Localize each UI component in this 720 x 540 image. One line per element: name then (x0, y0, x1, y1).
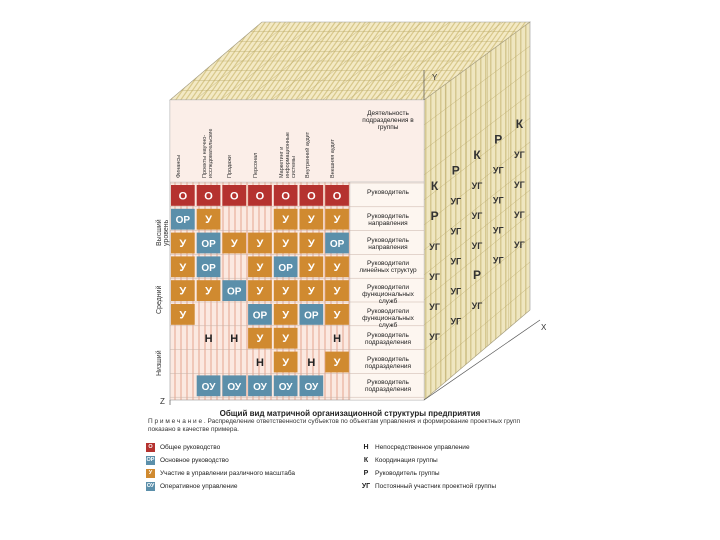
right-face-letter: Р (472, 268, 482, 282)
matrix-cell-symbol: Н (204, 333, 213, 346)
right-face-letter: УГ (471, 211, 483, 221)
matrix-cell-symbol: О (204, 190, 213, 203)
matrix-cell-symbol: ОУ (304, 381, 319, 393)
column-label: Маркетинг и информационные системы (278, 132, 297, 178)
legend-swatch: ОР (146, 457, 155, 463)
matrix-cell-symbol: У (256, 333, 264, 346)
matrix-cell-symbol: Н (333, 333, 342, 346)
column-label: Внутренний аудит (304, 131, 311, 178)
matrix-cell-symbol: ОР (329, 239, 345, 250)
matrix-cell-symbol: У (282, 357, 290, 369)
matrix-cell-symbol: Н (307, 357, 316, 369)
legend-symbol: Н (363, 443, 369, 451)
row-label: Руководитель подразделения (364, 379, 412, 394)
legend-item (360, 442, 470, 452)
column-label: Персонал (253, 152, 260, 178)
matrix-cell-symbol: У (307, 261, 315, 274)
legend-swatch: ОУ (146, 483, 155, 489)
matrix-cell-symbol: У (307, 238, 315, 250)
legend-item (146, 481, 238, 491)
legend-symbol: Р (363, 469, 369, 477)
matrix-cell-symbol: У (256, 261, 264, 274)
matrix-cell-symbol: У (179, 261, 187, 274)
right-face-letter: УГ (514, 209, 525, 220)
legend-text: Координация группы (375, 456, 438, 464)
legend-swatch: О (146, 443, 155, 452)
legend-text: Непосредственное управление (375, 443, 470, 451)
legend-text: Основное руководство (160, 456, 229, 464)
y-axis-label: Y (432, 73, 438, 82)
right-face-letter: К (430, 179, 439, 194)
row-label: Руководитель подразделения (364, 331, 412, 346)
caption-title: Общий вид матричной организационной структуры предприятия (219, 409, 481, 418)
right-face-letter: УГ (450, 226, 462, 237)
right-face-letter: УГ (471, 241, 483, 251)
matrix-cell-symbol: ОУ (201, 381, 216, 393)
legend-item (360, 468, 440, 478)
legend-text: Участие в управлении различного масштаба (160, 469, 296, 477)
right-face-letter: УГ (492, 195, 504, 206)
matrix-cell-symbol: ОР (252, 310, 268, 322)
right-face-letter: Р (494, 132, 503, 147)
matrix-cell-symbol: ОУ (253, 381, 267, 393)
column-label: Внешняя аудит (330, 138, 337, 178)
level-top-label: Высший уровень (156, 219, 170, 246)
row-label: Руководители функциональных служб (362, 308, 414, 329)
right-face-letter: Р (451, 163, 460, 178)
legend-text: Руководитель группы (375, 469, 440, 477)
matrix-cell-symbol: ОР (278, 262, 293, 274)
matrix-cell-symbol: О (332, 190, 342, 203)
legend-item (360, 455, 438, 465)
matrix-cell-symbol: О (307, 190, 316, 203)
level-lower-label: Низший (156, 350, 163, 376)
matrix-cell-symbol: ОР (227, 286, 242, 298)
matrix-cell-symbol: Н (255, 357, 264, 369)
row-label: Руководители линейных структур (359, 260, 417, 275)
matrix-cell-symbol: ОУ (227, 381, 242, 393)
column-label: Проекты научно-исследовательские (201, 128, 214, 178)
matrix-cell-symbol: О (229, 190, 239, 203)
matrix-cell-symbol: У (205, 285, 212, 298)
right-face-letter: УГ (429, 242, 440, 253)
matrix-cell-symbol: ОУ (278, 381, 293, 393)
matrix-cell-symbol: ОР (304, 310, 319, 322)
column-label: Финансы (176, 154, 182, 178)
column-label: Продажи (227, 155, 234, 178)
right-face-letter: УГ (514, 239, 525, 250)
matrix-cell-symbol: У (205, 214, 212, 227)
right-face-letter: УГ (429, 332, 440, 343)
matrix-cell-symbol: О (281, 190, 290, 203)
matrix-cell-symbol: У (179, 285, 187, 298)
legend-text: Оперативное управление (160, 482, 238, 490)
legend-text: Постоянный участник проектной группы (375, 482, 496, 490)
matrix-cell-symbol: У (230, 238, 238, 250)
right-face-letter: Р (430, 209, 439, 224)
matrix-cell-symbol: ОР (201, 239, 216, 250)
legend-swatch: У (146, 469, 155, 478)
right-face-letter: УГ (429, 302, 440, 313)
matrix-cell-symbol: О (255, 190, 265, 203)
activity-header: Деятельность подразделения в группы (362, 110, 414, 131)
legend-item (146, 468, 295, 478)
legend-item (360, 481, 496, 491)
right-face-letter: К (515, 116, 524, 131)
row-label: Руководитель (367, 189, 409, 196)
legend-symbol: К (363, 456, 369, 464)
matrix-cell-symbol: У (179, 309, 187, 322)
matrix-cell-symbol: У (307, 214, 315, 227)
legend-text: Общее руководство (160, 443, 221, 451)
row-label: Руководитель направления (367, 236, 409, 251)
right-face-letter: УГ (492, 255, 504, 266)
matrix-cell-symbol: ОР (201, 262, 216, 274)
x-axis-label: X (541, 323, 547, 332)
right-face-letter: УГ (492, 225, 504, 236)
matrix-cell-symbol: У (333, 357, 341, 369)
right-face-letter: УГ (450, 256, 462, 267)
matrix-cell-symbol: У (282, 214, 290, 227)
right-face-letter: УГ (471, 181, 483, 191)
matrix-cell-symbol: У (282, 333, 290, 346)
matrix-cell-symbol: У (333, 309, 341, 322)
matrix-cell-symbol: У (333, 261, 341, 274)
matrix-cell-symbol: ОР (175, 215, 191, 227)
right-face-letter: УГ (450, 286, 462, 297)
matrix-cell-symbol: У (282, 309, 290, 322)
z-axis-label: Z (160, 397, 165, 406)
level-middle-label: Средний (156, 285, 163, 314)
right-face-letter: УГ (471, 301, 483, 311)
right-face-letter: К (473, 148, 481, 162)
legend-symbol: УГ (361, 482, 371, 490)
right-face-letter: УГ (450, 196, 462, 207)
matrix-cell-symbol: У (282, 285, 290, 298)
right-face-letter: УГ (429, 272, 440, 283)
matrix-cell-symbol: У (307, 285, 315, 298)
matrix-cell-symbol: У (333, 285, 341, 298)
right-face-letter: УГ (514, 149, 525, 160)
matrix-cell-symbol: У (333, 214, 341, 227)
matrix-cell-symbol: У (256, 285, 264, 298)
right-face-letter: УГ (492, 165, 504, 176)
row-label: Руководитель подразделения (364, 355, 412, 370)
matrix-cell-symbol: У (179, 238, 187, 250)
matrix-cell-symbol: У (282, 238, 290, 250)
right-face-letter: УГ (514, 179, 525, 190)
matrix-cell-symbol: О (178, 190, 188, 203)
row-label: Руководитель направления (367, 212, 409, 227)
row-label: Руководители функциональных служб (362, 284, 414, 306)
legend-item (146, 455, 229, 465)
legend-item (146, 442, 220, 452)
matrix-cell-symbol: У (256, 238, 264, 250)
matrix-cell-symbol: Н (230, 333, 239, 346)
right-face-letter: УГ (450, 316, 462, 327)
caption-note: П р и м е ч а н и е . Распределение ответственности субъектов по объектам управления и формирование проектных групп показано в качестве примера. (148, 418, 521, 433)
